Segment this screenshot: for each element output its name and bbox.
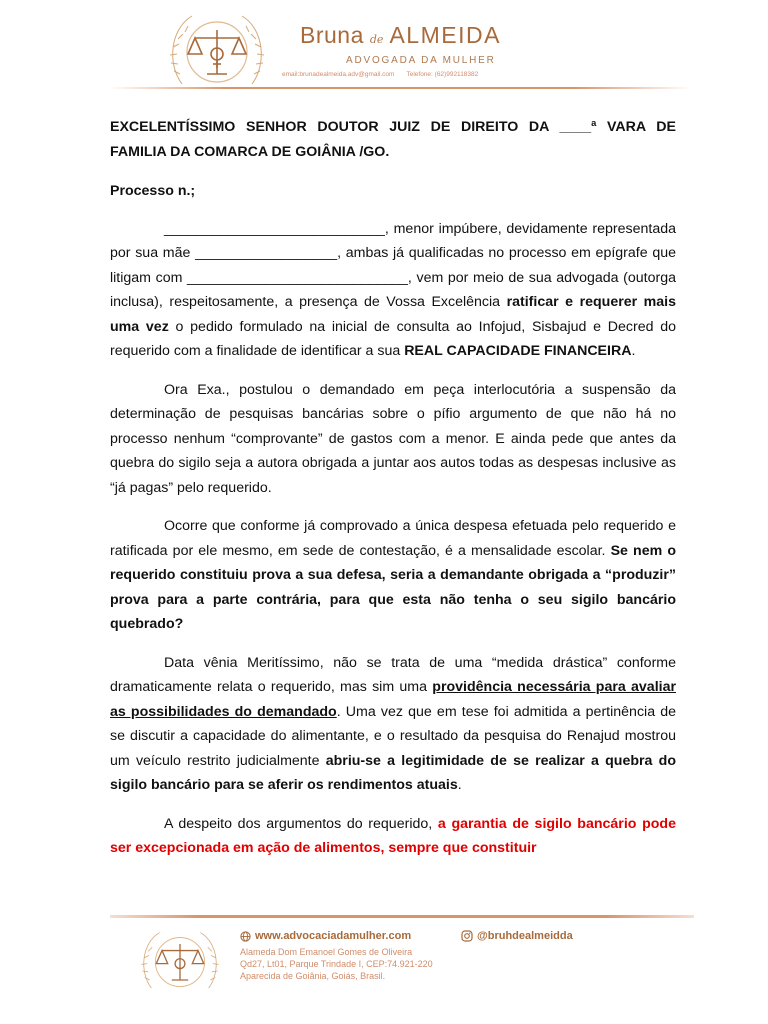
instagram-icon (461, 930, 473, 942)
p4-text-a: Data vênia Meritíssimo, não se trata de uma “medida drástica” conforme dramaticamente relata o requerido, mas sim uma (110, 654, 676, 695)
p1-text-a: ____________________________, menor impúbere, devidamente representada por sua mãe __________________, ambas já qualificadas no processo em epígrafe que litigam com ____________________________, vem por meio de sua advogada (outorga inclusa), respeitosamente, a presença de Vossa Excelência (110, 220, 676, 310)
header-contact-line (282, 71, 572, 78)
letterhead-header (0, 0, 768, 100)
brand-connector: de (369, 33, 384, 46)
p1-text-c: o pedido formulado na inicial de consulta ao Infojud, Sisbajud e Decred do requerido com a finalidade de identificar a sua (110, 318, 676, 359)
p4-text-e: . (457, 777, 462, 793)
p1-bold-capacity: REAL CAPACIDADE FINANCEIRA (404, 343, 632, 359)
p4-bold-legitimacy: abriu-se a legitimidade de se realizar a quebra do sigilo bancário para se aferir os rendimentos atuais (110, 752, 676, 793)
brand-last-name: ALMEIDA (389, 22, 501, 48)
globe-icon (240, 931, 251, 942)
address-line-3: Aparecida de Goiânia, Goiás, Brasil. (240, 971, 386, 981)
scales-of-justice-seal-icon (162, 4, 272, 100)
address-line-1: Alameda Dom Emanoel Gomes de Oliveira (240, 947, 413, 957)
footer-divider (110, 915, 694, 918)
paragraph-4 (110, 651, 676, 798)
p1-text-e: . (631, 343, 636, 359)
letterhead-footer (0, 905, 768, 1024)
header-divider (108, 87, 692, 89)
document-title: EXCELENTÍSSIMO SENHOR DOUTOR JUIZ DE DIREITO DA ____ª VARA DE FAMILIA DA COMARCA DE GOIÂNIA /GO. (110, 119, 676, 160)
p4-text-c: . Uma vez que em tese foi admitida a pertinência de se discutir a capacidade do alimentante, e o resultado da pesquisa do Renajud mostrou um veículo restrito judicialmente (110, 703, 677, 769)
document-body (110, 115, 676, 861)
header-email: email:brunadealmeida.adv@gmail.com (282, 71, 395, 78)
p1-bold-ratify: ratificar e requerer mais uma vez (110, 294, 676, 335)
p5-red-emphasis: a garantia de sigilo bancário pode ser excepcionada em ação de alimentos, sempre que constituir (110, 815, 676, 856)
footer-website-text[interactable]: www.advocaciadamulher.com (255, 930, 412, 942)
p4-bold-underlined: providência necessária para avaliar as possibilidades do demandado (110, 679, 676, 720)
paragraph-1 (110, 217, 676, 364)
footer-address (240, 946, 433, 982)
paragraph-5 (110, 812, 676, 861)
process-number: Processo n.; (110, 183, 196, 199)
address-line-2: Qd27, Lt01, Parque Trindade I, CEP:74.921-220 (240, 959, 433, 969)
p3-text-a: Ocorre que conforme já comprovado a única despesa efetuada pelo requerido e ratificada por ele mesmo, em sede de contestação, é a mensalidade escolar. (110, 518, 676, 559)
brand-first-name: Bruna (300, 22, 364, 48)
footer-instagram[interactable] (461, 930, 573, 942)
paragraph-2: Ora Exa., postulou o demandado em peça interlocutória a suspensão da determinação de pesquisas bancárias sobre o pífio argumento de que não há no processo nenhum “comprovante” de gastos com a menor. E ainda pede que antes da quebra do sigilo seja a autora obrigada a juntar aos autos todas as despesas inclusive as “já pagas” pelo requerido. (110, 381, 676, 496)
header-phone: Telefone: (62)992118382 (406, 71, 479, 78)
footer-instagram-text[interactable]: @bruhdealmeidda (477, 930, 573, 942)
brand-subtitle: ADVOGADA DA MULHER (346, 55, 496, 66)
footer-website[interactable] (240, 930, 411, 942)
p3-bold-question: Se nem o requerido constituiu prova a sua defesa, seria a demandante obrigada a “produzir” prova para a parte contrária, para que esta não tenha o seu sigilo bancário quebrado? (110, 542, 677, 632)
scales-of-justice-seal-icon (135, 922, 225, 1002)
brand-name (300, 22, 501, 56)
paragraph-3 (110, 514, 676, 637)
p5-text-a: A despeito dos argumentos do requerido, (164, 815, 438, 832)
